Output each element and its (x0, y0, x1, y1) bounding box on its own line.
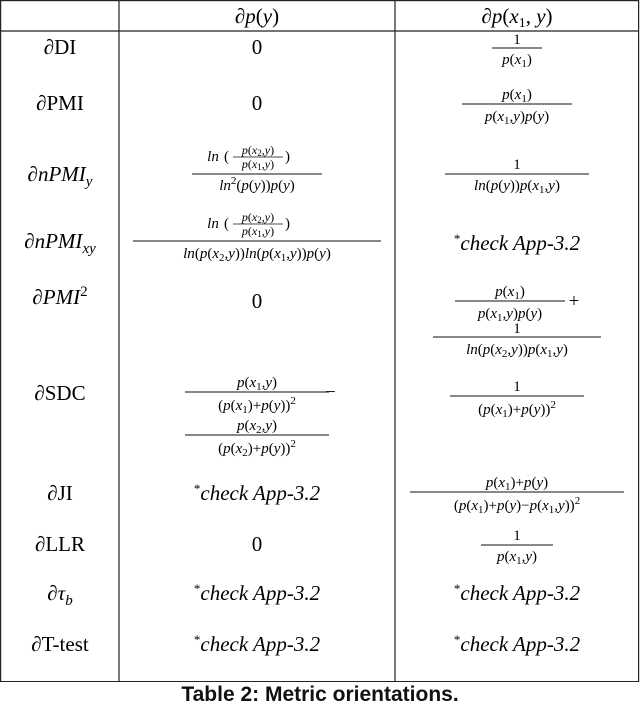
metric-di: ∂DI (43, 35, 77, 59)
ttest-dpy-check: *check App-3.2 (193, 632, 321, 656)
metric-pmi2: ∂PMI$^2$ (32, 284, 88, 309)
pmi2-dpxy-formula (433, 284, 601, 360)
di-dpy-value: 0 (251, 35, 263, 59)
tau-b-dpxy-check: *check App-3.2 (453, 581, 581, 605)
svg-text:p(x2,y): p(x2,y) (241, 210, 275, 225)
svg-text:(p(x1)+p(y)−p(x1,y))2: $(p(x_1)+p(y)-p(x_1,y))^2$ (453, 495, 581, 516)
header-dpxy: ∂p(x1, y) (481, 4, 553, 31)
svg-text:p(x2,y): $p(x_2,y)$ (236, 418, 278, 436)
table-caption: Table 2: Metric orientations. (181, 683, 459, 706)
svg-text:p(x1,y): p(x1,y) (241, 224, 275, 239)
svg-text:(: ( (224, 216, 229, 232)
pmi2-dpy-value: 0 (251, 289, 263, 313)
pmi-dpxy-formula (462, 87, 572, 127)
metric-ttest: ∂T-test (31, 632, 89, 656)
ji-dpy-check: *check App-3.2 (193, 481, 321, 505)
llr-dpy-value: 0 (251, 532, 263, 556)
svg-text:p(x2,y): p(x2,y) (241, 143, 275, 158)
metric-sdc: ∂SDC (34, 381, 86, 405)
metric-npmi-xy: ∂nPMI$_{xy}$ (24, 229, 96, 257)
npmi-y-dpy-formula (192, 143, 322, 194)
npmi-y-dpxy-formula (445, 157, 589, 196)
ttest-dpxy-check: *check App-3.2 (453, 632, 581, 656)
llr-dpxy-formula (481, 528, 553, 567)
svg-text:1: 1 (513, 321, 521, 337)
sdc-dpy-formula (185, 375, 336, 459)
svg-text:p(x1,y): p(x1,y) (241, 157, 275, 172)
svg-text:ln: ln (207, 149, 219, 165)
svg-text:p(x1,y): $p(x_1,y)$ (496, 549, 538, 567)
svg-text:p(x1,y)p(y): $p(x_1,y)p(y)$ (477, 306, 543, 324)
svg-text:p(x1,y)p(y): $p(x_1,y)p(y)$ (484, 109, 550, 127)
svg-text:): ) (285, 149, 290, 165)
ji-dpxy-formula (410, 475, 624, 516)
header-dpy: ∂p(y) (234, 4, 280, 28)
svg-text:1: 1 (513, 528, 521, 544)
svg-text:ln(p(x2,y))p(x1,y): $\ln(p(x_2,y))p(x_1,y)$ (466, 342, 568, 360)
svg-text:(p(x2)+p(y))2: $(p(x_2)+p(y))^2$ (218, 438, 296, 459)
metric-llr: ∂LLR (34, 532, 86, 556)
svg-text:ln2(p(y))p(y): $\ln^2(p(y))p(y)$ (219, 175, 295, 194)
svg-text:1: 1 (513, 32, 521, 48)
svg-text:1: 1 (513, 157, 521, 173)
table-header (235, 4, 553, 31)
svg-text:p(x1): $p(x_1)$ (502, 87, 532, 105)
metric-npmi-y: ∂nPMI$_y$ (27, 162, 93, 190)
svg-text:1: 1 (513, 379, 521, 395)
metric-tau-b: $\partial\tau_b$ (47, 581, 73, 609)
svg-text:): ) (285, 216, 290, 232)
svg-text:+: + (568, 291, 580, 312)
svg-text:ln(p(y))p(x1,y): $\ln(p(y))p(x_1,y)$ (474, 178, 560, 196)
metric-column (24, 35, 96, 656)
svg-text:ln(p(x2,y))ln(p(x1,y))p(y): $\ln(p(x_2,y))\ln(p(x_1,y))p(y)$ (183, 246, 331, 264)
svg-text:(: ( (224, 149, 229, 165)
npmi-xy-dpy-formula (133, 210, 381, 264)
metric-ji: ∂JI (47, 481, 73, 505)
npmi-xy-dpxy-check: *check App-3.2 (453, 231, 581, 255)
sdc-dpxy-formula (450, 379, 584, 420)
tau-b-dpy-check: *check App-3.2 (193, 581, 321, 605)
svg-text:(p(x1)+p(y))2: $(p(x_1)+p(y))^2$ (478, 399, 556, 420)
di-dpxy-formula (492, 32, 542, 70)
svg-text:p(x1,y): $p(x_1,y)$ (236, 375, 278, 393)
svg-text:−: − (325, 382, 336, 403)
svg-text:p(x1): $p(x_1)$ (495, 284, 525, 302)
svg-text:ln: ln (207, 216, 219, 232)
svg-text:(p(x1)+p(y))2: $(p(x_1)+p(y))^2$ (218, 395, 296, 416)
svg-text:p(x1): $p(x_1)$ (502, 52, 532, 70)
metric-pmi: ∂PMI (36, 91, 84, 115)
pmi-dpy-value: 0 (251, 91, 263, 115)
svg-text:p(x1)+p(y): $p(x_1)+p(y)$ (485, 475, 549, 493)
